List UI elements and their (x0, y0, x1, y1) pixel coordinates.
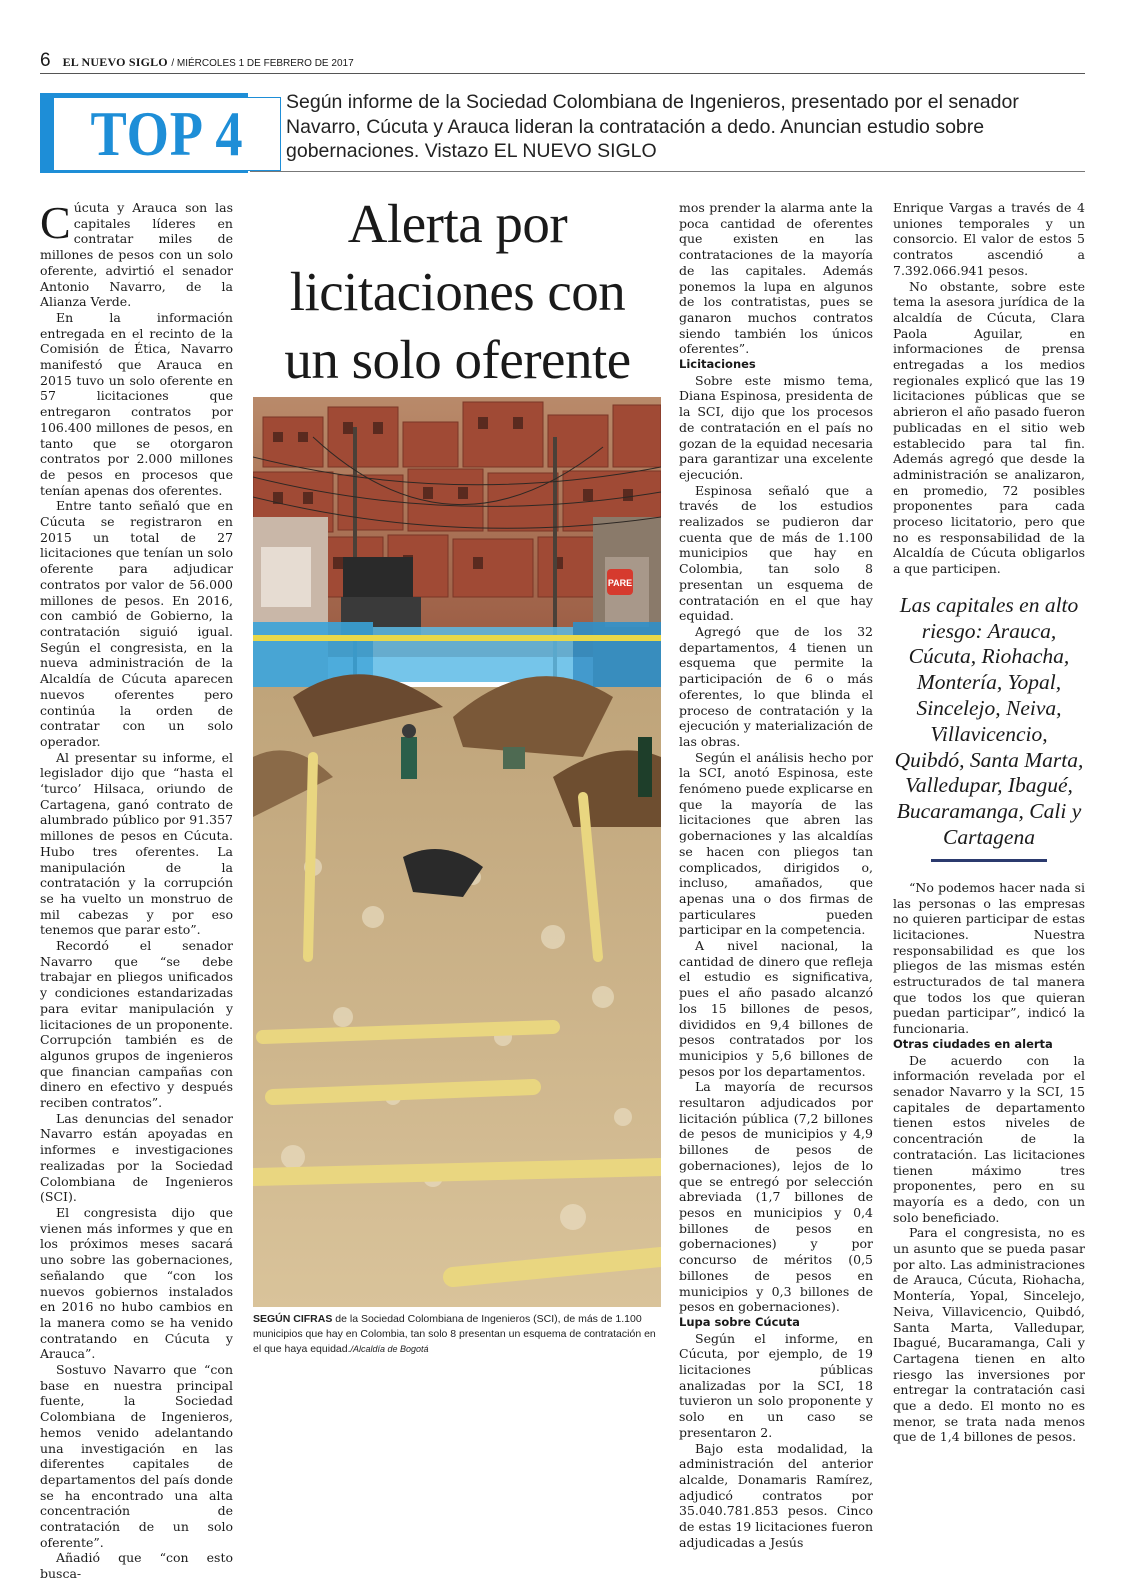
paragraph: A nivel nacional, la cantidad de dinero que refleja el estudio es significativa, pues el año pasado alcanzó los 15 billones de pesos, divididos en 9,4 billones de pesos contratados por los municipios y 5,6 billones de pesos por los departamentos. (679, 938, 873, 1079)
issue-date: / MIÉRCOLES 1 DE FEBRERO DE 2017 (171, 58, 354, 69)
photo-credit: /Alcaldía de Bogotá (350, 1344, 429, 1354)
paragraph: “No podemos hacer nada si las personas o las empresas no quieren participar de estas licitaciones. Nuestra responsabilidad es que los pliegos de las mismas estén estructurados de tal manera que todos los que quieran puedan participar”, indicó la funcionaria. (893, 879, 1085, 1037)
paragraph: úcuta y Arauca son las capitales líderes en contratar miles de millones de pesos con un solo oferente, advirtió el senador Antonio Navarro, de la Alianza Verde. (40, 200, 233, 310)
paragraph: mos prender la alarma ante la poca cantidad de oferentes que existen en las contrataciones de la mayoría de las capitales. Además ponemos la lupa en algunos de los contratistas, pues se ganaron muchos contratos siendo también los únicos oferentes”. (679, 200, 873, 357)
paragraph: De acuerdo con la información revelada por el senador Navarro y la SCI, 15 capitales de departamento tienen estos niveles de concentración de la contratación. Las licitaciones tienen máximo tres proponentes, pero en su mayoría es a dedo, con un solo beneficiado. (893, 1052, 1085, 1225)
subheading-lupa-sobre-cucuta: Lupa sobre Cúcuta (679, 1314, 800, 1329)
article-column-3 (679, 200, 873, 1550)
subheading-licitaciones: Licitaciones (679, 357, 756, 372)
caption-text: de la Sociedad Colombiana de Ingenieros (SCI), de más de 1.100 municipios que hay en Colombia, tan solo 8 presentan un esquema de contratación en el que haya equidad. (253, 1313, 656, 1355)
section-badge (40, 93, 248, 173)
paragraph: Entre tanto señaló que en Cúcuta se registraron en 2015 un total de 27 licitaciones que tenían un solo oferente para adjudicar contratos por valor de 56.000 millones de pesos. En 2016, con cambió de Gobierno, la contratación siguió igual. Según el congresista, en la nueva administración de la Alcaldía de Cúcuta aparecen nuevos oferentes pero continúa la orden de contratar con un solo operador. (40, 498, 233, 749)
headline (255, 190, 660, 394)
pull-quote-rule (931, 859, 1047, 862)
deck-rule (250, 171, 1085, 172)
pull-quote: Las capitales en alto riesgo: Arauca, Cúcuta, Riohacha, Montería, Yopal, Sincelejo, Neiva, Villavicencio, Quibdó, Santa Marta, Valledupar, Ibagué, Bucaramanga, Cali y Cartagena (894, 592, 1084, 850)
headline-line-3: un solo oferente (284, 329, 631, 390)
drop-cap: C (40, 197, 71, 248)
paragraph: Sobre este mismo tema, Diana Espinosa, presidenta de la SCI, dijo que los procesos de contratación en el país no gozan de la equidad necesaria para garantizar una excelente ejecución. (679, 372, 873, 482)
paragraph: Las denuncias del senador Navarro están apoyadas en informes e investigaciones realizadas por la Sociedad Colombiana de Ingenieros (SCI). (40, 1110, 233, 1205)
article-column-4 (893, 200, 1085, 1445)
page-number: 6 (40, 50, 51, 71)
caption-lead: SEGÚN CIFRAS (253, 1313, 333, 1325)
publication-name: EL NUEVO SIGLO (62, 55, 168, 69)
paragraph: Según el análisis hecho por la SCI, anotó Espinosa, este fenómeno puede explicarse en que la mayoría de las licitaciones que abren las gobernaciones y las alcaldías se hacen con pliegos tan complicados, dirigidos o, incluso, amañados, que apenas una o dos firmas de particulares pueden participar en la competencia. (679, 749, 873, 938)
pare-sign: PARE (607, 578, 633, 588)
headline-line-2: licitaciones con (289, 261, 626, 322)
section-badge-frame (53, 97, 281, 171)
headline-line-1: Alerta por (347, 193, 568, 254)
header-rule (40, 73, 1085, 74)
paragraph: Al presentar su informe, el legislador dijo que “hasta el ‘turco’ Hilsaca, oriundo de Cartagena, ganó contrato de alumbrado público por 91.357 millones de pesos en Cúcuta. Hubo tres oferentes. La manipulación de la contratación y la corrupción se ha vuelto un monstruo de mil cabezas y por eso tenemos que parar esto”. (40, 749, 233, 938)
paragraph: Añadió que “con esto busca- (40, 1550, 233, 1582)
photo-caption (253, 1312, 661, 1357)
paragraph: Según el informe, en Cúcuta, por ejemplo, de 19 licitaciones públicas analizadas por la SCI, 18 tuvieron un solo proponente y solo en un caso se presentaron 2. (679, 1330, 873, 1440)
paragraph: No obstante, sobre este tema la asesora jurídica de la alcaldía de Cúcuta, Clara Paola Aguilar, en informaciones de prensa entregadas a los medios regionales explicó que las 19 licitaciones públicas que se abrieron el año pasado fueron publicadas en el sitio web establecido para tal fin. Además agregó que desde la administración se analizaron, en promedio, 72 posibles proponentes para cada proceso licitatorio, pero que no es responsabilidad de la Alcaldía de Cúcuta obligarlos a que participen. (893, 278, 1085, 577)
paragraph: Bajo esta modalidad, la administración del anterior alcalde, Donamaris Ramírez, adjudicó contratos por 35.040.781.853 pesos. Cinco de estas 19 licitaciones fueron adjudicadas a Jesús (679, 1440, 873, 1550)
paragraph: Sostuvo Navarro que “con base en nuestra principal fuente, la Sociedad Colombiana de Ingenieros, hemos venido adelantando una investigación en las diferentes capitales de departamentos del país donde se ha encontrado una alta concentración de contratación de un solo oferente”. (40, 1362, 233, 1550)
article-photo (253, 397, 661, 1307)
paragraph: Para el congresista, no es un asunto que se pueda pasar por alto. Las administraciones de Arauca, Cúcuta, Riohacha, Montería, Yopal, Sincelejo, Neiva, Villavicencio, Quibdó, Santa Marta, Valledupar, Ibagué, Bucaramanga, Cali y Cartagena tienen en alto riesgo las inversiones por entregar la contratación casi que a dedo. El monto no es menor, se trata nada menos que de 1,4 billones de pesos. (893, 1225, 1085, 1445)
paragraph: Enrique Vargas a través de 4 uniones temporales y un consorcio. El valor de estos 5 contratos ascendió a 7.392.066.941 pesos. (893, 200, 1085, 278)
paragraph: Agregó que de los 32 departamentos, 4 tienen un esquema que permite la participación de 6 o más oferentes, lo que blinda el proceso de contratación y la ejecución y materialización de las obras. (679, 623, 873, 749)
paragraph: Recordó el senador Navarro que “se debe trabajar en pliegos unificados y condiciones estandarizadas para evitar manipulación y licitaciones de un proponente. Corrupción también es de algunos grupos de ingenieros que financian campañas con dinero en efectivo y después reciben contratos”. (40, 938, 233, 1111)
article-deck: Según informe de la Sociedad Colombiana de Ingenieros, presentado por el senador Navarro, Cúcuta y Arauca lideran la contratación a dedo. Anuncian estudio sobre gobernaciones. Vistazo EL NUEVO SIGLO (286, 91, 1019, 162)
page-header (40, 50, 354, 72)
section-label: TOP 4 (90, 98, 244, 169)
street-works-illustration (253, 397, 661, 1307)
paragraph: El congresista dijo que vienen más informes y que en los próximos meses sacará uno sobre las gobernaciones, señalando que “con los nuevos gobiernos instalados en 2016 no hubo cambios en la manera como se ha venido contratando en Cúcuta y Arauca”. (40, 1205, 233, 1362)
article-column-1 (40, 197, 233, 1582)
subheading-otras-ciudades: Otras ciudades en alerta (893, 1036, 1053, 1051)
paragraph: Espinosa señaló que a través de los estudios realizados se pudieron dar cuenta que de más de 1.100 municipios que hay en Colombia, tan solo 8 presentan un esquema de contratación en el que hay equidad. (679, 482, 873, 624)
paragraph: En la información entregada en el recinto de la Comisión de Ética, Navarro manifestó que Arauca en 2015 tuvo un solo oferente en 57 licitaciones que entregaron contratos por 106.400 millones de pesos, en tanto que se otorgaron contratos por 2.000 millones de pesos en procesos que tenían apenas dos oferentes. (40, 309, 233, 498)
paragraph: La mayoría de recursos resultaron adjudicados por licitación pública (7,2 billones de pesos de municipios y 4,9 billones de pesos de gobernaciones), lejos de lo que se entregó por selección abreviada (1,7 billones de pesos en municipios y 0,4 billones de pesos en gobernaciones) y por concurso de méritos (0,5 billones de pesos en municipios y 0,3 billones de pesos en gobernaciones). (679, 1079, 873, 1315)
